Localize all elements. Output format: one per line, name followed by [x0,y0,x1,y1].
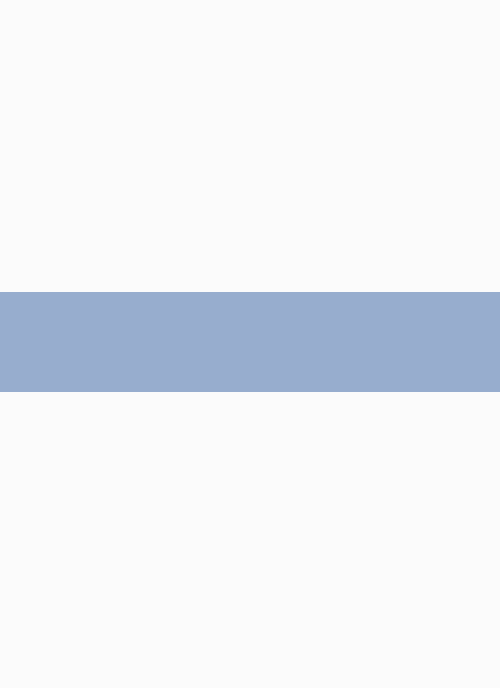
title-banner [0,292,500,392]
